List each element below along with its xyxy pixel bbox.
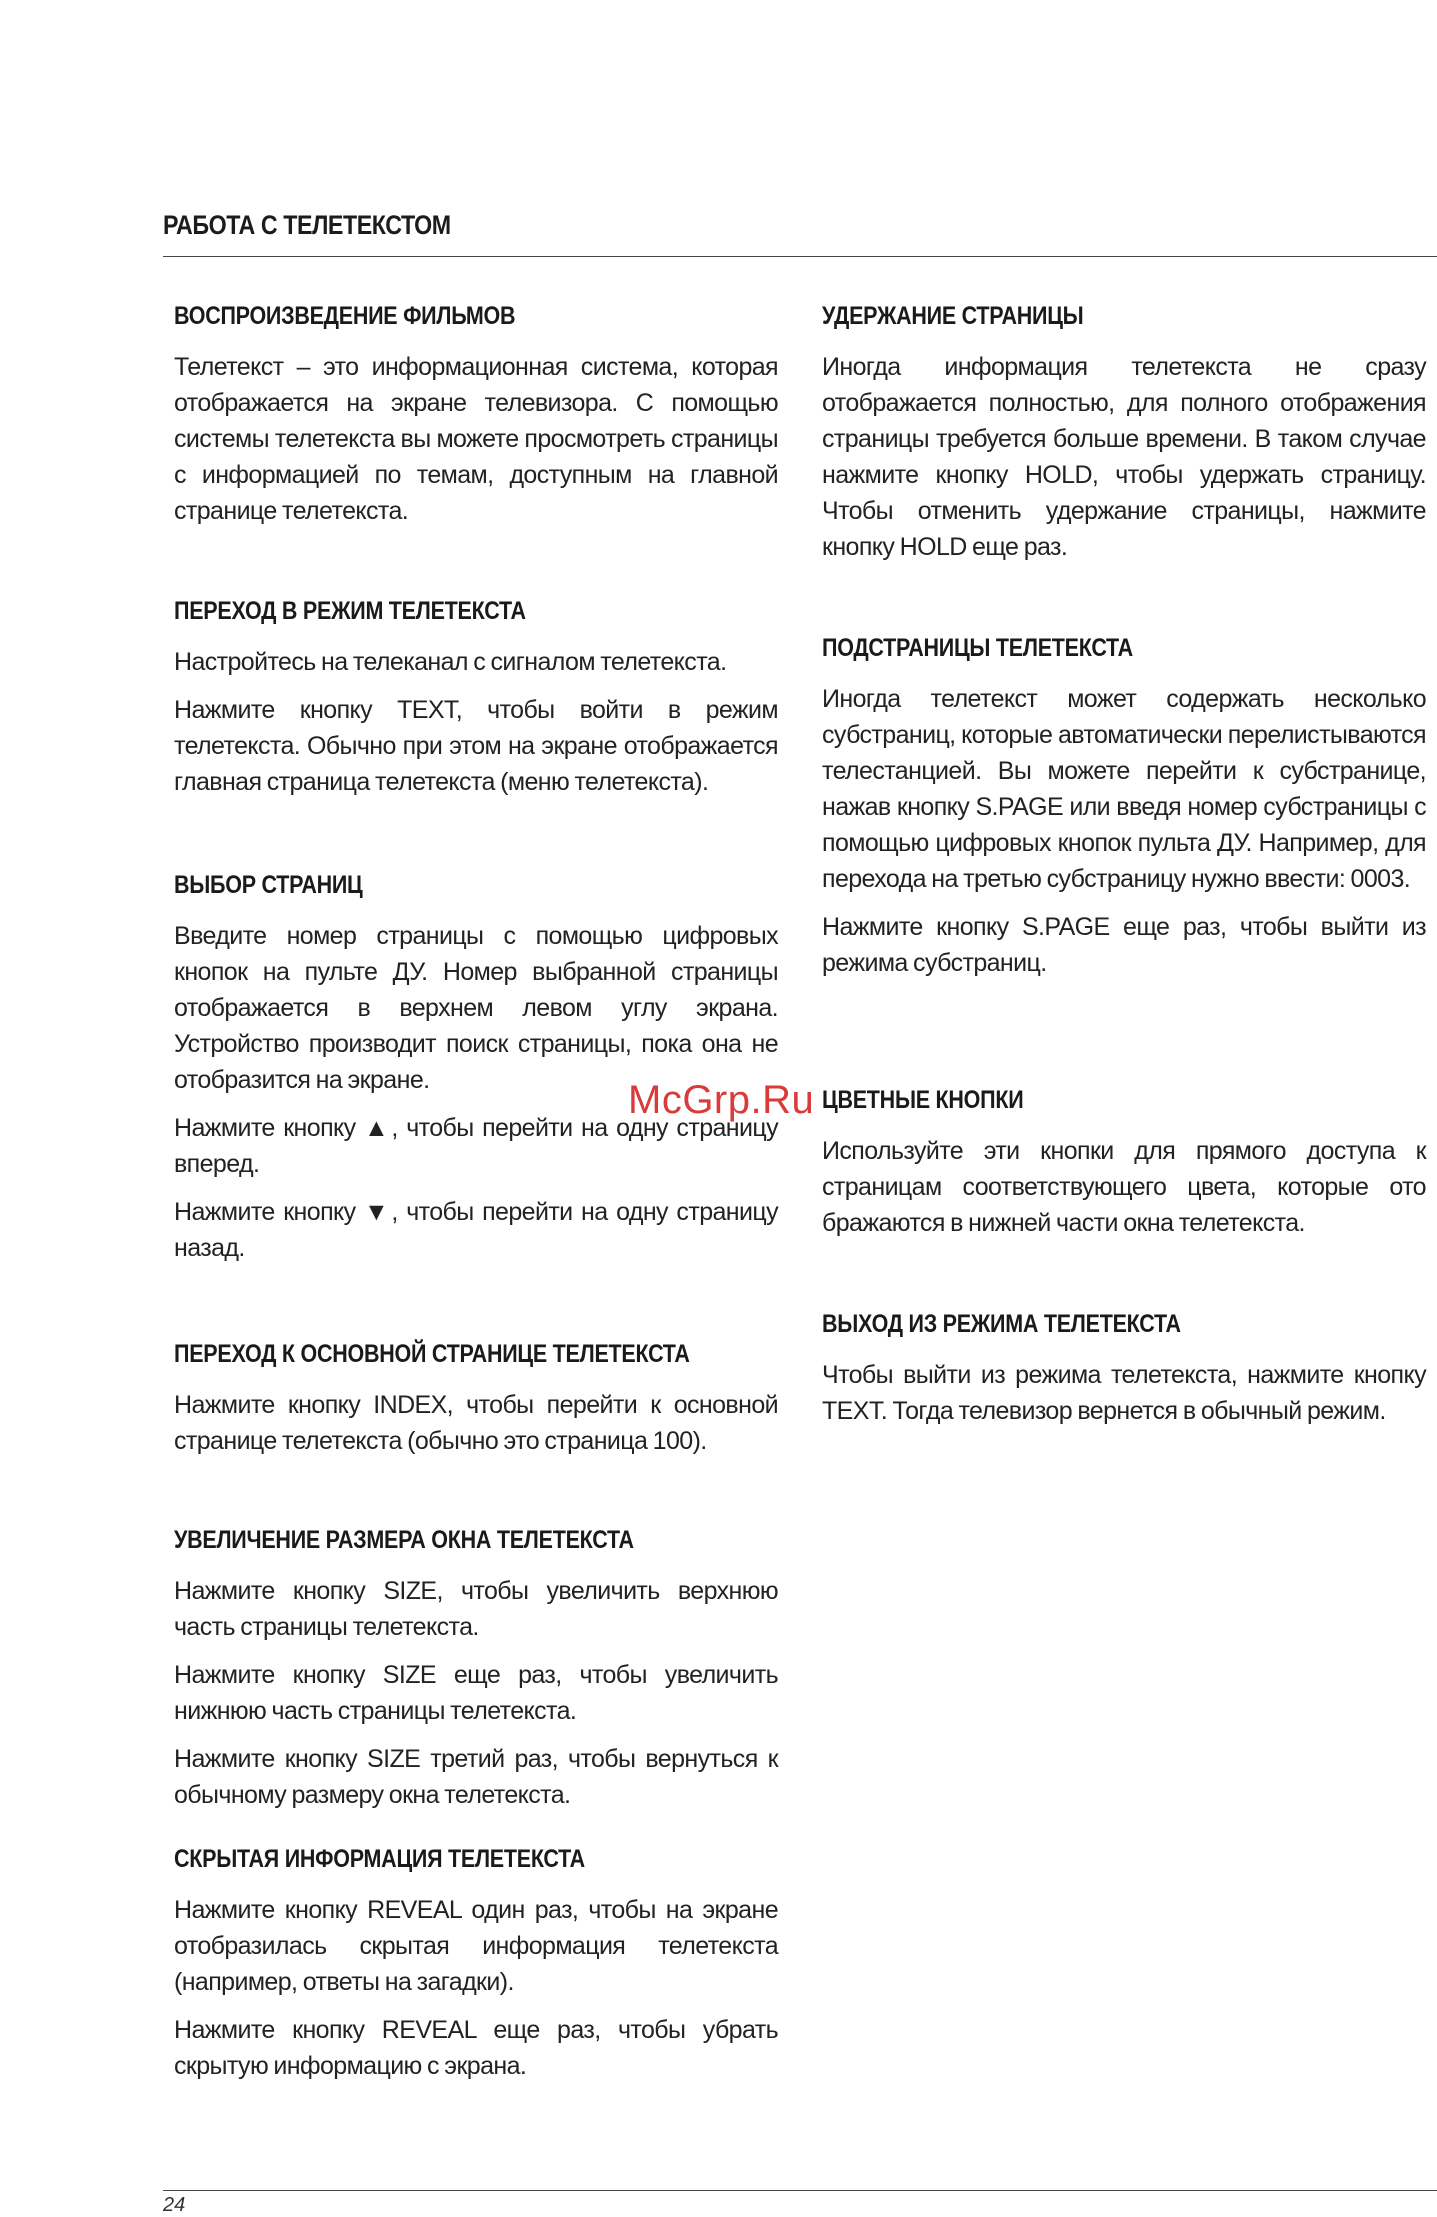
section-heading: УВЕЛИЧЕНИЕ РАЗМЕРА ОКНА ТЕЛЕТЕКСТА [174, 1526, 634, 1554]
section-heading: ПОДСТРАНИЦЫ ТЕЛЕТЕКСТА [822, 634, 1133, 662]
section-heading: УДЕРЖАНИЕ СТРАНИЦЫ [822, 302, 1084, 330]
section-reveal [174, 1845, 778, 2096]
section-heading: ВЫБОР СТРАНИЦ [174, 871, 363, 899]
page-number: 24 [163, 2194, 186, 2216]
section-paragraph: Нажмите кнопку ▲, чтобы перейти на одну страницу вперед. [174, 1114, 778, 1178]
page-title: РАБОТА С ТЕЛЕТЕКСТОМ [163, 210, 451, 240]
section-paragraph: Нажмите кнопку TEXT, чтобы войти в режим телетекста. Обычно при этом на экране отображается главная страница телетекста (меню телетекста). [174, 696, 778, 796]
section-paragraph: Чтобы выйти из режима телетекста, нажмите кнопку TEXT. Тогда телевизор вернется в обычный режим. [822, 1361, 1426, 1425]
section-paragraph: Иногда телетекст может содержать несколько субстраниц, которые автоматически перелистываются телестанцией. Вы можете перейти к субстранице, нажав кнопку S.PAGE или введя номер субстраницы с помощью цифровых кнопок пульта ДУ. Например, для перехода на третью субстраницу нужно ввести: 0003. [822, 685, 1426, 893]
section-paragraph: Нажмите кнопку INDEX, чтобы перейти к основной странице телетекста (обычно это страница 100). [174, 1391, 778, 1455]
section-paragraph: Введите номер страницы с помощью цифровых кнопок на пульте ДУ. Номер выбранной страницы отображается в верхнем левом углу экрана. Устройство производит поиск страницы, пока она не отобразится на экране. [174, 922, 778, 1094]
section-subpages [822, 634, 1426, 993]
section-index-page [174, 1340, 778, 1471]
section-heading: ВОСПРОИЗВЕДЕНИЕ ФИЛЬМОВ [174, 302, 516, 330]
section-paragraph: Используйте эти кнопки для прямого доступа к страницам соответствующего цвета, которые ото бражаются в нижней части окна телетекста. [822, 1137, 1426, 1237]
section-paragraph: Иногда информация телетекста не сразу отображается полностью, для полного отображения страницы требуется больше времени. В таком случае нажмите кнопку HOLD, чтобы удержать страницу. Чтобы отменить удержание страницы, нажмите кнопку HOLD еще раз. [822, 353, 1426, 561]
section-exit-teletext [822, 1310, 1426, 1441]
section-paragraph: Нажмите кнопку REVEAL один раз, чтобы на экране отобразилась скрытая информация телетекста (например, ответы на загадки). [174, 1896, 778, 1996]
section-enter-teletext [174, 597, 778, 812]
section-size [174, 1526, 778, 1825]
section-hold [822, 302, 1426, 577]
section-playback [174, 302, 778, 541]
section-heading: ПЕРЕХОД К ОСНОВНОЙ СТРАНИЦЕ ТЕЛЕТЕКСТА [174, 1340, 690, 1368]
section-paragraph: Нажмите кнопку ▼, чтобы перейти на одну страницу назад. [174, 1198, 778, 1262]
section-paragraph: Нажмите кнопку SIZE третий раз, чтобы вернуться к обычному размеру окна телетекста. [174, 1745, 778, 1809]
section-page-select [174, 871, 778, 1278]
section-paragraph: Настройтесь на телеканал с сигналом телетекста. [174, 648, 727, 676]
section-heading: ВЫХОД ИЗ РЕЖИМА ТЕЛЕТЕКСТА [822, 1310, 1181, 1338]
watermark-text: McGrp.Ru [628, 1078, 815, 1122]
section-paragraph: Нажмите кнопку SIZE еще раз, чтобы увеличить нижнюю часть страницы телетекста. [174, 1661, 778, 1725]
section-heading: СКРЫТАЯ ИНФОРМАЦИЯ ТЕЛЕТЕКСТА [174, 1845, 585, 1873]
section-paragraph: Телетекст – это информационная система, которая отображается на экране телевизора. С помощью системы телетекста вы можете просмотреть страницы с информацией по темам, доступным на главной странице телетекста. [174, 353, 778, 525]
title-divider [163, 256, 1437, 257]
section-heading: ЦВЕТНЫЕ КНОПКИ [822, 1086, 1024, 1114]
section-paragraph: Нажмите кнопку REVEAL еще раз, чтобы убрать скрытую информацию с экрана. [174, 2016, 778, 2080]
section-paragraph: Нажмите кнопку SIZE, чтобы увеличить верхнюю часть страницы телетекста. [174, 1577, 778, 1641]
section-paragraph: Нажмите кнопку S.PAGE еще раз, чтобы выйти из режима субстраниц. [822, 913, 1426, 977]
section-heading: ПЕРЕХОД В РЕЖИМ ТЕЛЕТЕКСТА [174, 597, 526, 625]
footer-divider [163, 2190, 1437, 2191]
section-color-buttons [822, 1086, 1426, 1253]
